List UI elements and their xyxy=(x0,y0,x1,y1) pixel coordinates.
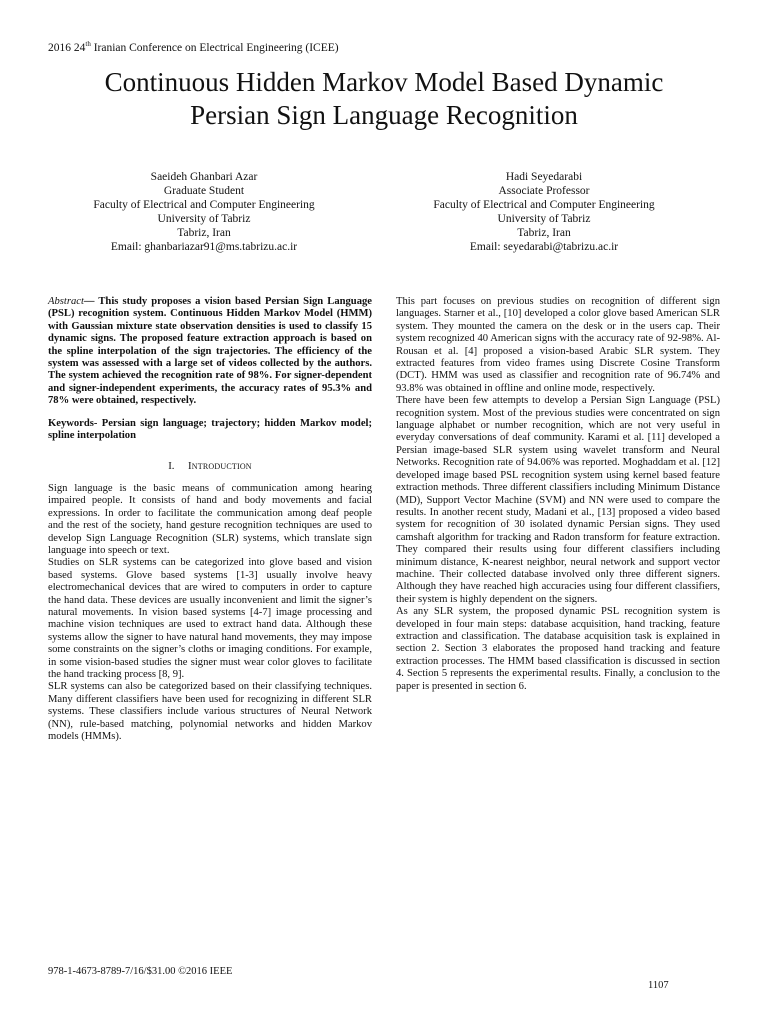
conference-superscript: th xyxy=(85,40,91,48)
author-location: Tabriz, Iran xyxy=(177,227,231,239)
author-block-1 xyxy=(34,170,374,254)
footer-isbn: 978-1-4673-8789-7/16/$31.00 ©2016 IEEE xyxy=(48,966,233,977)
abstract xyxy=(48,296,372,408)
author-name: Saeideh Ghanbari Azar xyxy=(150,171,258,183)
author-university: University of Tabriz xyxy=(157,213,251,225)
abstract-label: Abstract xyxy=(48,296,84,307)
author-email: Email: ghanbariazar91@ms.tabrizu.ac.ir xyxy=(110,241,298,253)
body-paragraph: This part focuses on previous studies on recognition of different sign languages. Starner et al., [10] developed a color glove based American SLR system. They mounted the camera on the desk or in the users cap. Their system recognized 40 American signs with the accuracy rate of 92-98%. Al-Rousan et al. [4] proposed a vision-based Arabic SLR system. They extracted features from video frames using Discrete Cosine Transform (DCT). HMM was used as classifier and recognition rate of 96.74% and 93.8% was obtained in offline and online mode, respectively. xyxy=(396,296,720,394)
paper-title xyxy=(40,66,728,132)
section-heading-introduction xyxy=(48,460,372,472)
body-paragraph: SLR systems can also be categorized based on their classifying techniques. Many different classifiers have been used for recognizing in different SLR systems. These classifiers include various structures of Neural Network (NN), rule-based matching, polynomial networks and hidden Markov models (HMMs). xyxy=(48,681,372,742)
section-numeral: I. xyxy=(168,460,175,473)
section-title: Introduction xyxy=(188,460,252,473)
keywords: Keywords- Persian sign language; trajectory; hidden Markov model; spline interpolation xyxy=(48,417,372,442)
author-email: Email: seyedarabi@tabrizu.ac.ir xyxy=(469,241,619,253)
title-line-1: Continuous Hidden Markov Model Based Dynamic xyxy=(104,67,664,97)
right-column xyxy=(396,296,720,693)
abstract-text: — This study proposes a vision based Persian Sign Language (PSL) recognition system. Continuous Hidden Markov Model (HMM) with Gaussian mixture state observation densities is used to classify 15 dynamic signs. The proposed feature extraction approach is based on the spline interpolation of the sign trajectories. The efficiency of the system was assessed with a large set of videos collected by the authors. The system achieved the recognition rate of 98%. For signer-dependent and signer-independent experiments, the accuracy rates of 95.3% and 78% were obtained, respectively. xyxy=(48,296,372,407)
body-paragraph: Sign language is the basic means of communication among hearing impaired people. It consists of hand and body movements and facial expressions. In order to facilitate the communication among deaf people and the rest of the society, hand gesture recognition techniques are used to develop Sign Language Recognition (SLR) systems, which translate sign language into speech or text. xyxy=(48,482,372,556)
body-paragraph: There have been few attempts to develop a Persian Sign Language (PSL) recognition system. Most of the previous studies were concentrated on sign language alphabet or number recognition, which are not very useful in everyday conversations of deaf community. Karami et al. [11] developed a Persian image-based SLR system using wavelet transform and Neural Networks. Recognition rate of 94.06% was reported. Moghaddam et al. [12] developed image based PSL recognition system using kernel based feature extraction methods. Three different classifiers including Minimum Distance (MD), Support Vector Machine (SVM) and NN were used to compare the results. In another recent study, Madani et al., [13] proposed a video based system for recognition of 30 isolated dynamic Persian signs. They used camshaft algorithm for tracking and Radon transform for feature extraction. They compared their results using four different classifiers including minimum distance, K-nearest neighbor, neural network and support vector machine. Their collected database involved only three different signers. Although they have reached high accuracies using four different classifiers, their system is highly dependent on the signers. xyxy=(396,395,720,605)
author-role: Graduate Student xyxy=(163,185,245,197)
body-paragraph: Studies on SLR systems can be categorized into glove based and vision based systems. Glove based systems [1-3] usually involve heavy electromechanical devices that are wired to computers in order to capture the hand data. These devices are usually inconvenient and limit the signer’s natural movements. In vision based systems [4-7] image processing and machine vision techniques are used to extract hand data. Although these systems allow the signer to have natural hand movements, they may impose some constraints on the signer’s cloths or imaging conditions. For example, in some vision-based studies the signer must wear color gloves to facilitate the hand tracking process [8, 9]. xyxy=(48,557,372,680)
conference-header xyxy=(48,40,339,54)
conference-prefix: 2016 24 xyxy=(48,41,86,54)
author-block-2 xyxy=(374,170,714,254)
body-paragraph: As any SLR system, the proposed dynamic PSL recognition system is developed in four main steps: database acquisition, hand tracking, feature extraction and classification. The database acquisition task is explained in section 2. Section 3 elaborates the proposed hand tracking and feature extraction processes. The HMM based classification is discussed in section 4. Section 5 represents the experimental results. Finally, a conclusion to the paper is presented in section 6. xyxy=(396,606,720,692)
author-role: Associate Professor xyxy=(498,185,590,197)
author-name: Hadi Seyedarabi xyxy=(505,171,583,183)
conference-suffix: Iranian Conference on Electrical Engineering (ICEE) xyxy=(90,41,339,54)
author-faculty: Faculty of Electrical and Computer Engineering xyxy=(433,199,655,211)
author-location: Tabriz, Iran xyxy=(517,227,571,239)
page-number: 1107 xyxy=(648,980,669,991)
title-line-2: Persian Sign Language Recognition xyxy=(190,100,578,130)
author-faculty: Faculty of Electrical and Computer Engineering xyxy=(93,199,315,211)
left-column xyxy=(48,296,372,743)
author-university: University of Tabriz xyxy=(497,213,591,225)
